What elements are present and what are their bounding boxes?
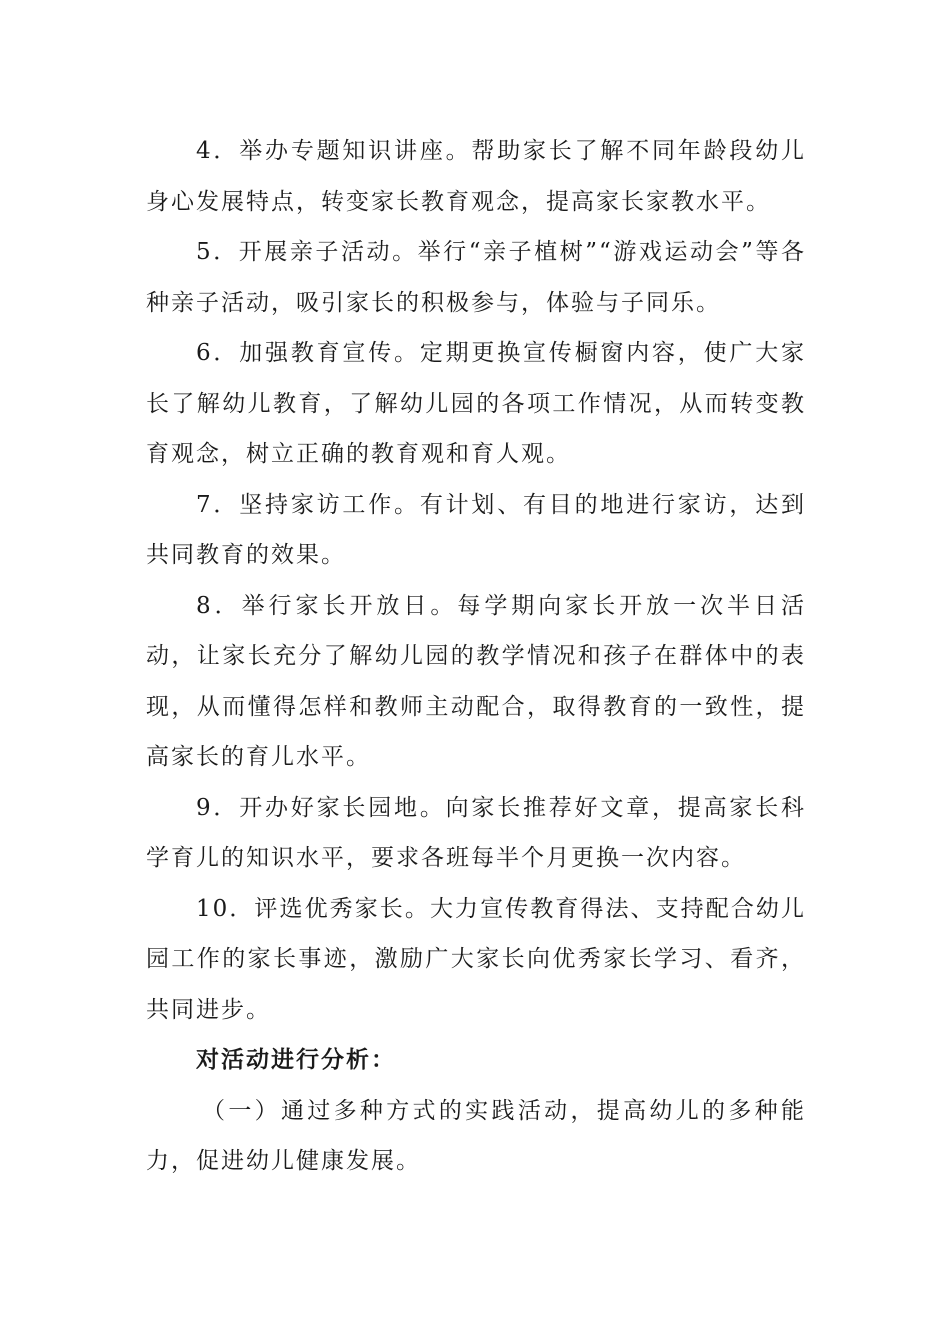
section-heading: 对活动进行分析： — [196, 1047, 396, 1073]
paragraph-item-8: 8．举行家长开放日。每学期向家长开放一次半日活动，让家长充分了解幼儿园的教学情况和孩子在群体中的表现，从而懂得怎样和教师主动配合，取得教育的一致性，提高家长的育儿水平。 — [146, 592, 806, 770]
sub-paragraph-1: （一）通过多种方式的实践活动，提高幼儿的多种能力，促进幼儿健康发展。 — [146, 1097, 806, 1174]
paragraph-item-9: 9．开办好家长园地。向家长推荐好文章，提高家长科学育儿的知识水平，要求各班每半个月更换一次内容。 — [146, 794, 806, 871]
paragraph-item-10: 10．评选优秀家长。大力宣传教育得法、支持配合幼儿园工作的家长事迹，激励广大家长向优秀家长学习、看齐，共同进步。 — [146, 895, 806, 1023]
paragraph-item-7: 7．坚持家访工作。有计划、有目的地进行家访，达到共同教育的效果。 — [146, 491, 806, 568]
paragraph-item-5: 5．开展亲子活动。举行“亲子植树”“游戏运动会”等各种亲子活动，吸引家长的积极参与，体验与子同乐。 — [146, 239, 806, 316]
document-body — [146, 126, 806, 1187]
paragraph-item-6: 6．加强教育宣传。定期更换宣传橱窗内容，使广大家长了解幼儿教育，了解幼儿园的各项工作情况，从而转变教育观念，树立正确的教育观和育人观。 — [146, 340, 806, 467]
paragraph-item-4: 4．举办专题知识讲座。帮助家长了解不同年龄段幼儿身心发展特点，转变家长教育观念，提高家长家教水平。 — [146, 138, 806, 215]
